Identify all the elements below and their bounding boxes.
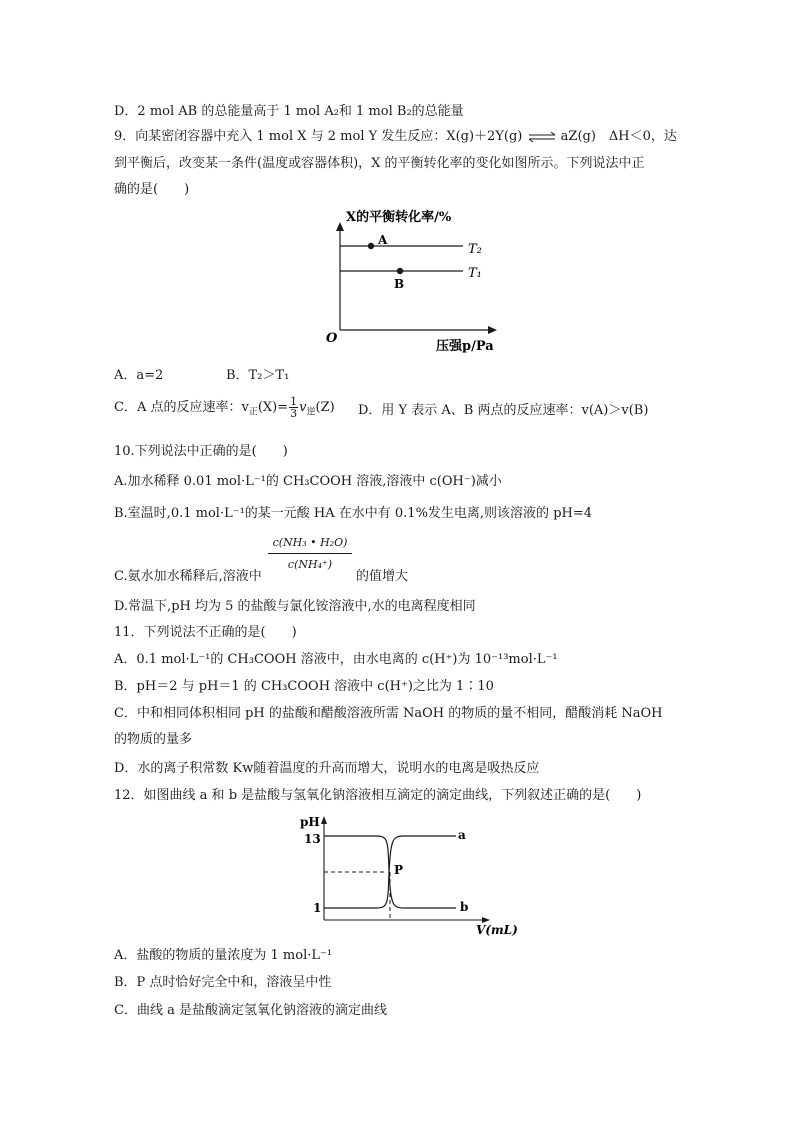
q9-chart-xlabel: 压强p/Pa [436,339,494,354]
q9-chart-ylabel: X的平衡转化率/% [346,210,452,225]
q9-stem-line1 [114,128,677,146]
q9-option-a: A．a=2 [114,368,164,383]
q9-stem-part1: 9．向某密闭容器中充入 1 mol X 与 2 mol Y 发生反应：X(g)＋2Y(g) [114,129,523,144]
q9-option-c-end: (Z) [315,400,335,415]
q11-option-c-line1: C．中和相同体积相同 pH 的盐酸和醋酸溶液所需 NaOH 的物质的量不相同，醋酸消耗 NaOH [114,706,663,721]
q9-stem-line3: 确的是( ) [114,182,190,197]
q12-xlabel: V(mL) [476,923,518,937]
q12-point-p-label: P [394,863,404,877]
q9-option-b: B．T₂＞T₁ [226,368,290,383]
q9-option-c [114,396,335,419]
q9-x-axis-arrow [488,326,497,334]
equilibrium-arrow-icon [527,131,557,143]
q10-option-c-post: 的值增大 [356,569,409,584]
q9-option-c-v2: v [299,400,307,415]
q9-point-b-label: B [394,277,405,291]
q10-fraction-den: c(NH₄⁺) [287,558,333,571]
q12-ytick-13: 13 [304,832,321,846]
q10-option-a: A.加水稀释 0.01 mol·L⁻¹的 CH₃COOH 溶液,溶液中 c(OH⁻)减小 [114,474,502,489]
q11-option-d: D．水的离子积常数 Kw随着温度的升高而增大，说明水的电离是吸热反应 [114,761,540,776]
q9-option-d: D．用 Y 表示 A、B 两点的反应速率：v(A)＞v(B) [358,403,649,418]
q12-stem: 12．如图曲线 a 和 b 是盐酸与氢氧化钠溶液相互滴定的滴定曲线，下列叙述正确的是( ) [114,788,642,803]
q12-y-axis-arrow [321,816,327,824]
q9-option-c-prefix: C．A 点的反应速率：v [114,400,249,415]
q10-option-c-pre: C.氨水加水稀释后,溶液中 [114,569,262,584]
q8-option-d: D．2 mol AB 的总能量高于 1 mol A₂和 1 mol B₂的总能量 [114,104,464,119]
q9-series-t2-label: T₂ [468,242,482,257]
q9-option-c-sub1: 正 [248,407,258,418]
q11-option-b: B．pH＝2 与 pH＝1 的 CH₃COOH 溶液中 c(H⁺)之比为 1∶10 [114,679,494,694]
q9-point-a [368,243,374,249]
q10-fraction [268,536,352,571]
q12-titration-chart [296,812,526,940]
q9-y-axis-arrow [336,222,344,231]
q12-ytick-1: 1 [313,901,322,915]
q12-option-b: B．P 点时恰好完全中和，溶液呈中性 [114,975,332,990]
q9-point-b [397,268,403,274]
q10-option-b: B.室温时,0.1 mol·L⁻¹的某一元酸 HA 在水中有 0.1%发生电离,则该溶液的 pH=4 [114,506,593,521]
q9-option-c-num: 1 [290,395,298,408]
q12-curve-a-label: a [458,828,466,842]
q9-stem-line2: 到平衡后，改变某一条件(温度或容器体积)，X 的平衡转化率的变化如图所示。下列说法中正 [114,156,645,171]
q11-stem: 11．下列说法不正确的是( ) [114,625,297,640]
q9-origin-label: O [326,331,338,346]
q10-option-d: D.常温下,pH 均为 5 的盐酸与氯化铵溶液中,水的电离程度相同 [114,599,476,614]
q9-series-t1-label: T₁ [468,266,482,281]
q9-option-c-sub2: 逆 [306,407,316,418]
q12-option-a: A．盐酸的物质的量浓度为 1 mol·L⁻¹ [114,948,333,963]
q11-option-a: A．0.1 mol·L⁻¹的 CH₃COOH 溶液中，由水电离的 c(H⁺)为 10⁻¹³mol·L⁻¹ [114,652,558,667]
q9-point-a-label: A [378,233,388,247]
q12-ylabel: pH [300,815,320,829]
q12-curve-b-label: b [460,900,469,914]
q10-fraction-num: c(NH₃ • H₂O) [268,536,352,554]
q9-stem-part2: aZ(g) ΔH＜0，达 [560,129,677,144]
q12-option-c: C．曲线 a 是盐酸滴定氢氧化钠溶液的滴定曲线 [114,1003,387,1018]
q10-stem: 10.下列说法中正确的是( ) [114,444,288,459]
q9-option-c-fraction [289,396,298,419]
q11-option-c-line2: 的物质的量多 [114,732,193,747]
q9-conversion-chart [318,205,518,355]
q9-option-c-den: 3 [290,407,298,420]
q9-option-c-mid: (X)= [257,400,289,415]
